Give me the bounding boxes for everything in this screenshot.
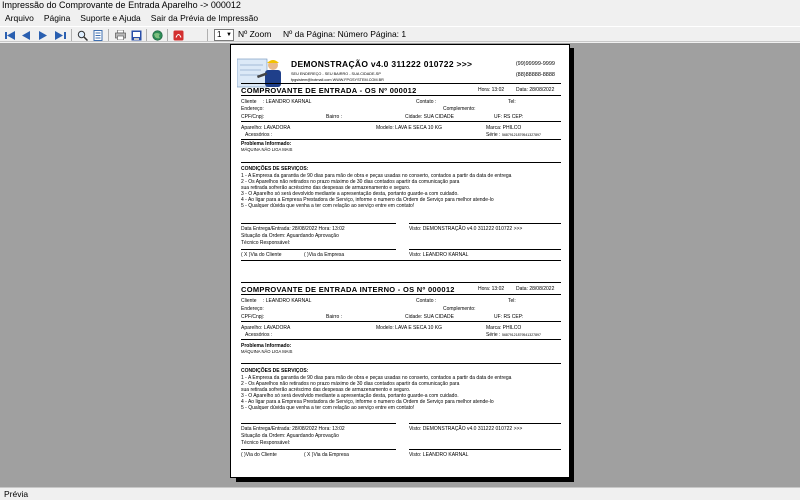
chevron-down-icon: ▼ [226, 32, 232, 38]
divider [241, 260, 561, 261]
copy2-uf: UF: RS CEP: [494, 314, 524, 320]
copy1-cliente: : LEANDRO KARNAL [263, 99, 312, 105]
copy1-modelo: Modelo: LAVA E SECA 10 KG [376, 125, 442, 131]
next-page-icon[interactable] [37, 29, 49, 41]
copy2-problema-label: Problema Informado: [241, 343, 292, 349]
copy2-endereco: Endereço: [241, 306, 264, 312]
divider [241, 139, 561, 140]
business-name: DEMONSTRAÇÃO v4.0 311222 010722 >>> [291, 59, 473, 69]
copy2-condicao-2: 2 - Os Aparelhos não retirados no prazo máximo de 30 dias contados apartir da comunicação para [241, 381, 460, 387]
signature-line [409, 423, 561, 424]
copy1-via-cliente: ( X )Via do Cliente [241, 252, 282, 258]
menu-bar [0, 12, 800, 25]
copy2-cidade: Cidade: SUA CIDADE [405, 314, 454, 320]
copy1-visto-cliente: Visto: LEANDRO KARNAL [409, 252, 469, 258]
toolbar-separator [167, 29, 168, 41]
copy2-condicao-3: sua retirada sofrerão acréscimo das despesas de armazenamento e seguro. [241, 387, 411, 393]
copy2-via-cliente: ( )Via do Cliente [241, 452, 277, 458]
copy1-condicao-5: 4 - Ao ligar para a Empresa Prestadora de Serviço, informe o numero da Ordem de Serviço para melhor atende-lo [241, 197, 494, 203]
signature-line [409, 223, 561, 224]
preview-area[interactable] [0, 43, 800, 487]
toolbar-separator [71, 29, 72, 41]
copy1-situacao: Situação da Ordem: Aguardando Aprovação [241, 233, 339, 239]
copy2-cliente-label: Cliente [241, 298, 257, 304]
menu-arquivo[interactable]: Arquivo [5, 13, 34, 23]
copy1-serie: Série : [486, 132, 501, 138]
copy2-visto-cliente: Visto: LEANDRO KARNAL [409, 452, 469, 458]
copy2-serie-value: 56879121879541327897 [502, 333, 541, 337]
copy2-via-empresa: ( X )Via da Empresa [304, 452, 349, 458]
divider [241, 294, 561, 295]
copy2-data: Data: 28/08/2022 [516, 286, 555, 292]
copy1-hora: Hora: 13:02 [478, 87, 505, 93]
copy1-marca: Marca: PHILCO [486, 125, 522, 131]
first-page-icon[interactable] [4, 29, 16, 41]
copy2-situacao: Situação da Ordem: Aguardando Aprovação [241, 433, 339, 439]
copy2-condicao-5: 4 - Ao ligar para a Empresa Prestadora de Serviço, informe o numero da Ordem de Serviço para melhor atende-lo [241, 399, 494, 405]
divider [241, 83, 561, 84]
window-title: Impressão do Comprovante de Entrada Aparelho -> 000012 [2, 0, 241, 10]
copy2-condicao-6: 5 - Qualquer dúvida que venha a ter com relação ao serviço entre em contato! [241, 405, 415, 411]
copy1-uf: UF: RS CEP: [494, 114, 524, 120]
copy1-condicao-1: 1 - A Empresa da garantia de 90 dias para mão de obra e peças usadas no conserto, contados a partir da data de entrega [241, 173, 512, 179]
divider [241, 282, 561, 283]
copy2-acessorios: Acessórios : [245, 332, 273, 338]
copy2-problema: MÁQUINA NÃO LIGA MAIS [241, 349, 293, 354]
menu-sair[interactable]: Sair da Prévia de Impressão [150, 13, 259, 23]
copy1-problema: MÁQUINA NÃO LIGA MAIS [241, 147, 293, 152]
divider [241, 162, 561, 163]
signature-line [241, 423, 396, 424]
business-address: SEU ENDEREÇO - SEU BAIRRO - SUA CIDADE-SP [291, 72, 381, 76]
signature-line [241, 449, 396, 450]
copy2-aparelho: Aparelho: LAVADORA [241, 325, 291, 331]
copy2-marca: Marca: PHILCO [486, 325, 522, 331]
copy1-bairro: Bairro : [326, 114, 343, 120]
copy1-title: COMPROVANTE DE ENTRADA - OS Nº 000012 [241, 86, 417, 95]
toolbar [0, 26, 800, 42]
copy2-serie: Série : [486, 332, 501, 338]
signature-line [241, 249, 396, 250]
toolbar-separator [207, 29, 208, 41]
business-contact: fpgsistem@hotmail.com WWW.FPGSYSTEM.COM.BR [291, 78, 384, 82]
copy1-cidade: Cidade: SUA CIDADE [405, 114, 454, 120]
copy1-condicao-4: 3 - O Aparelho só será devolvido mediante a apresentação desta, portanto guarde-a com cuidado. [241, 191, 459, 197]
copy2-tel: Tel: [508, 298, 516, 304]
zoom-value: 1 [217, 30, 222, 39]
report-page [230, 44, 570, 478]
toolbar-separator [108, 29, 109, 41]
copy2-condicao-1: 1 - A Empresa da garantia de 90 dias para mão de obra e peças usadas no conserto, contados a partir da data de entrega [241, 375, 512, 381]
copy2-hora: Hora: 13:02 [478, 286, 505, 292]
page-number-label: Nº da Página: Número Página: 1 [283, 29, 407, 39]
copy1-endereco: Endereço: [241, 106, 264, 112]
export-icon[interactable] [130, 29, 142, 41]
signature-line [241, 223, 396, 224]
copy1-condicao-3: sua retirada sofrerão acréscimo das despesas de armazenamento e seguro. [241, 185, 411, 191]
phone-2: (88)88888-8888 [515, 72, 555, 78]
copy1-contato: Contato : [416, 99, 437, 105]
copy2-tecnico: Técnico Responsável: [241, 440, 291, 446]
copy2-bairro: Bairro : [326, 314, 343, 320]
copy1-acessorios: Acessórios : [245, 132, 273, 138]
menu-pagina[interactable]: Página [43, 13, 71, 23]
toolbar-separator [146, 29, 147, 41]
globe-icon[interactable] [151, 29, 163, 41]
divider [241, 121, 561, 122]
copy2-title: COMPROVANTE DE ENTRADA INTERNO - OS Nº 000012 [241, 285, 455, 294]
copy1-tecnico: Técnico Responsável: [241, 240, 291, 246]
divider [241, 339, 561, 340]
divider [241, 95, 561, 96]
signature-line [409, 249, 561, 250]
phone-1: (99)99999-9999 [515, 61, 555, 67]
copy1-via-empresa: ( )Via da Empresa [304, 252, 345, 258]
copy1-aparelho: Aparelho: LAVADORA [241, 125, 291, 131]
copy1-cliente-label: Cliente [241, 99, 257, 105]
copy1-visto: Visto: DEMONSTRAÇÃO v4.0 311222 010722 >>> [409, 226, 523, 232]
copy1-condicoes-label: CONDIÇÕES DE SERVIÇOS: [241, 166, 309, 172]
status-text: Prévia [4, 489, 29, 499]
copy1-condicao-6: 5 - Qualquer dúvida que venha a ter com relação ao serviço entre em contato! [241, 203, 415, 209]
copy2-condicao-4: 3 - O Aparelho só será devolvido mediante a apresentação desta, portanto guarde-a com cuidado. [241, 393, 459, 399]
copy1-data: Data: 28/08/2022 [516, 87, 555, 93]
copy2-modelo: Modelo: LAVA E SECA 10 KG [376, 325, 442, 331]
copy1-problema-label: Problema Informado: [241, 141, 292, 147]
copy1-data-entrada: Data Entrega/Entrada: 28/08/2022 Hora: 13:02 [241, 226, 345, 232]
copy2-cliente: : LEANDRO KARNAL [263, 298, 312, 304]
copy1-tel: Tel: [508, 99, 516, 105]
company-logo [237, 57, 285, 89]
divider [241, 321, 561, 322]
copy2-condicoes-label: CONDIÇÕES DE SERVIÇOS: [241, 368, 309, 374]
last-page-icon[interactable] [54, 29, 66, 41]
status-bar [0, 487, 800, 500]
copy2-visto: Visto: DEMONSTRAÇÃO v4.0 311222 010722 >>> [409, 426, 523, 432]
copy1-serie-value: 56879121879541327897 [502, 133, 541, 137]
signature-line [409, 449, 561, 450]
prev-page-icon[interactable] [20, 29, 32, 41]
title-bar [0, 0, 800, 12]
copy2-cpf: CPF/Cnpj: [241, 314, 265, 320]
zoom-icon[interactable] [76, 29, 88, 41]
zoom-label: Nº Zoom [238, 29, 272, 39]
menu-suporte[interactable]: Suporte e Ajuda [80, 13, 141, 23]
copy2-contato: Contato : [416, 298, 437, 304]
pdf-icon[interactable] [172, 29, 184, 41]
zoom-select[interactable] [214, 29, 234, 41]
copy2-data-entrada: Data Entrega/Entrada: 28/08/2022 Hora: 13:02 [241, 426, 345, 432]
copy2-complemento: Complemento: [443, 306, 476, 312]
print-icon[interactable] [114, 29, 126, 41]
copy1-complemento: Complemento: [443, 106, 476, 112]
page-icon[interactable] [92, 29, 104, 41]
copy1-cpf: CPF/Cnpj: [241, 114, 265, 120]
divider [241, 363, 561, 364]
copy1-condicao-2: 2 - Os Aparelhos não retirados no prazo máximo de 30 dias contados apartir da comunicação para [241, 179, 460, 185]
